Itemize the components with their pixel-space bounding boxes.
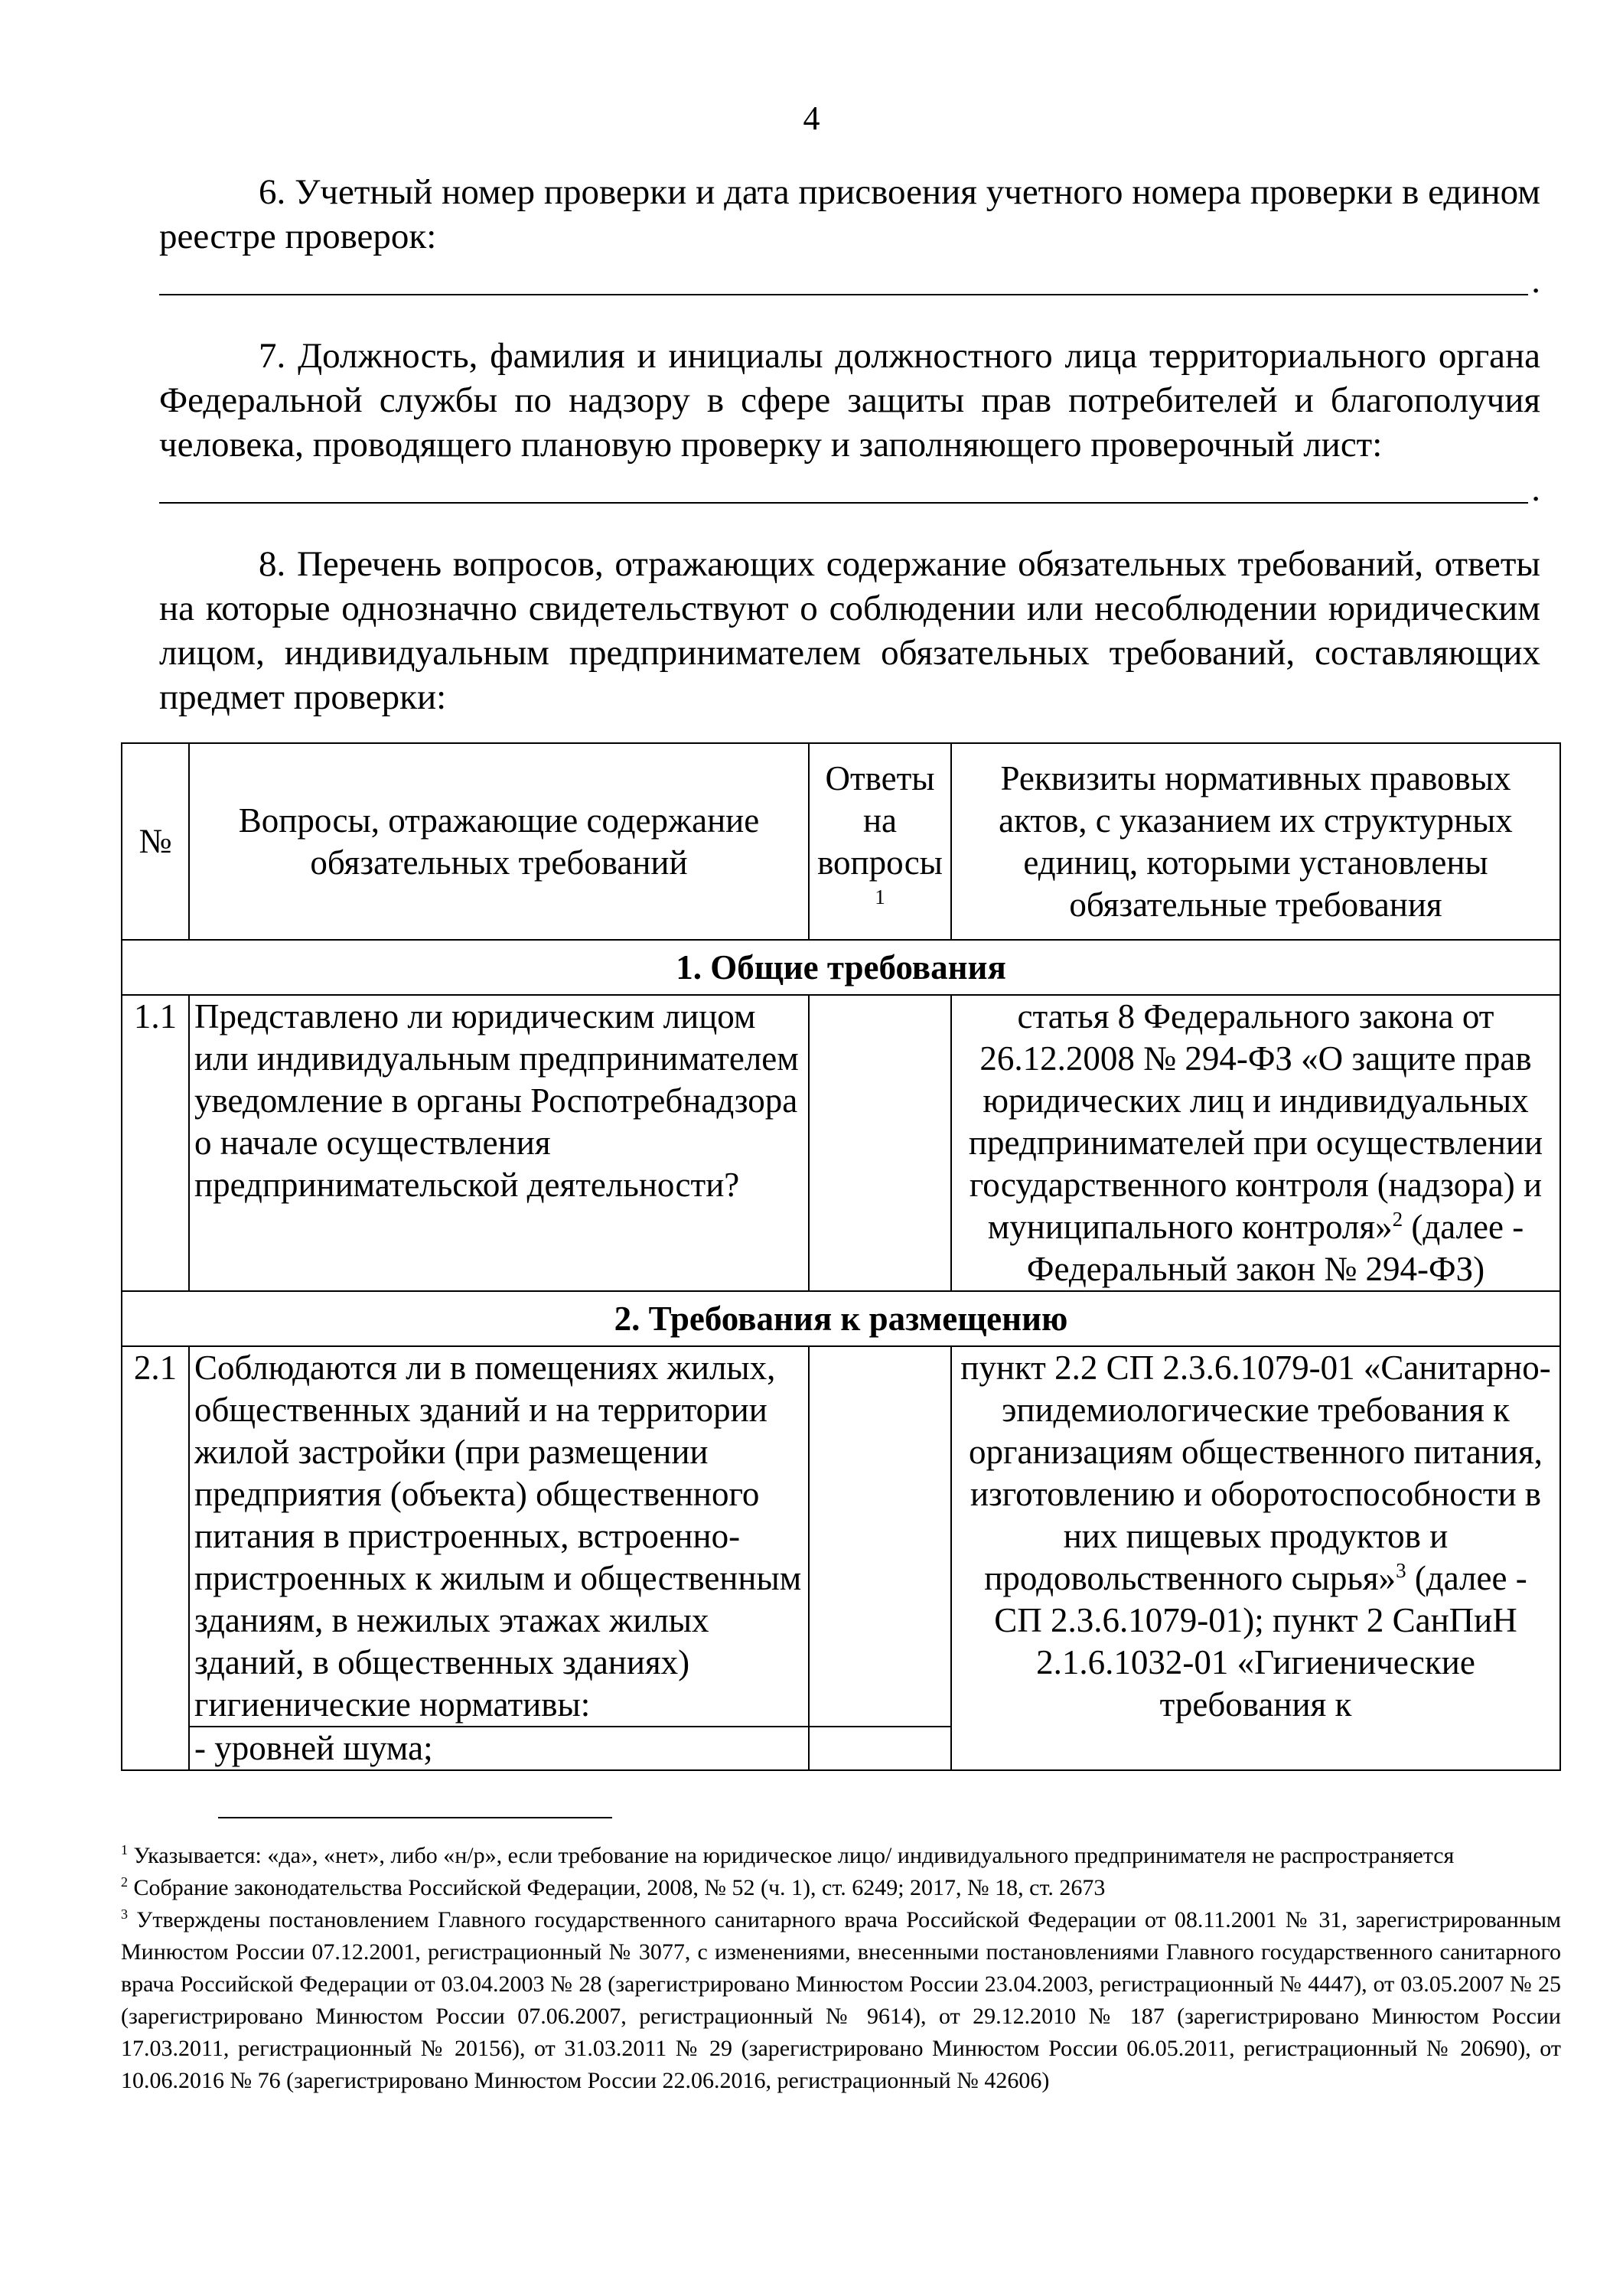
footnote-2 [121, 1872, 1561, 1904]
section-2-title: 2. Требования к размещению [122, 1291, 1560, 1346]
footnote-ref: 2 [1392, 1208, 1403, 1231]
header-answer [809, 743, 951, 940]
answer-cell[interactable] [809, 1346, 951, 1727]
row-question: Соблюдаются ли в помещениях жилых, общественных зданий и на территории жилой застройки (при размещении предприятия (объекта) общественного питания в пристроенных, встроенно-пристроенных к жилым и общественным зданиям, в нежилых этажах жилых зданий, в общественных зданиях) гигиенические нормативы: [189, 1346, 809, 1727]
footnote-separator [218, 1817, 612, 1818]
requirements-table [121, 742, 1561, 1771]
footnote-3 [121, 1904, 1561, 2097]
paragraph-7: 7. Должность, фамилия и инициалы должностного лица территориального органа Федеральной службы по надзору в сфере защиты прав потребителей и благополучия человека, проводящего плановую проверку и заполняющего проверочный лист: [159, 336, 1540, 465]
section-row [122, 940, 1560, 995]
footnote-text: Указывается: «да», «нет», либо «н/р», если требование на юридическое лицо/ индивидуального предпринимателя не распространяется [128, 1843, 1455, 1868]
blank-7 [159, 467, 1540, 511]
page-number: 4 [803, 99, 820, 137]
footnote-text: Собрание законодательства Российской Федерации, 2008, № 52 (ч. 1), ст. 6249; 2017, № 18, ст. 2673 [128, 1875, 1106, 1900]
row-num: 2.1 [122, 1346, 189, 1770]
section-row [122, 1291, 1560, 1346]
section-1-title: 1. Общие требования [122, 940, 1560, 995]
blank-end-7: . [1531, 469, 1540, 509]
ref-text: пункт 2.2 СП 2.3.6.1079-01 «Санитарно-эпидемиологические требования к организациям общественного питания, изготовлению и оборотоспособности в них пищевых продуктов и продовольственного сырья» [960, 1349, 1551, 1597]
blank-line-7[interactable] [159, 502, 1528, 504]
footnote-mark: 2 [121, 1874, 128, 1890]
paragraph-8: 8. Перечень вопросов, отражающих содержание обязательных требований, ответы на которые однозначно свидетельствуют о соблюдении или несоблюдении юридическим лицом, индивидуальным предпринимателем обязательных требований, составляющих предмет проверки: [159, 544, 1540, 717]
blank-line-6[interactable] [159, 294, 1528, 295]
sub-question: - уровней шума; [189, 1727, 809, 1770]
ref-text-cont: (далее - Федеральный закон № 294-ФЗ) [1026, 1208, 1524, 1288]
table-header-row [122, 743, 1560, 940]
row-refs [951, 1346, 1560, 1770]
header-refs: Реквизиты нормативных правовых актов, с указанием их структурных единиц, которыми установлены обязательные требования [951, 743, 1560, 940]
header-num: № [122, 743, 189, 940]
footnote-text: Утверждены постановлением Главного государственного санитарного врача Российской Федерации от 08.11.2001 № 31, зарегистрированным Минюстом России 07.12.2001, регистрационный № 3077, с изменениями, внесенными постановлениями Главного государственного санитарного врача Российской Федерации от 03.04.2003 № 28 (зарегистрировано Минюстом России 23.04.2003, регистрационный № 4447), от 03.05.2007 № 25 (зарегистрировано Минюстом России 07.06.2007, регистрационный № 9614), от 29.12.2010 № 187 (зарегистрировано Минюстом России 17.03.2011, регистрационный № 20156), от 31.03.2011 № 29 (зарегистрировано Минюстом России 06.05.2011, регистрационный № 20690), от 10.06.2016 № 76 (зарегистрировано Минюстом России 22.06.2016, регистрационный № 42606) [121, 1907, 1561, 2093]
blank-end-6: . [1531, 261, 1540, 301]
answer-cell[interactable] [809, 1727, 951, 1770]
ref-text: статья 8 Федерального закона от 26.12.2008 № 294-ФЗ «О защите прав юридических лиц и индивидуальных предпринимателей при осуществлении государственного контроля (надзора) и муниципального контроля» [968, 997, 1543, 1246]
table-row [122, 1346, 1560, 1727]
footnote-mark: 1 [121, 1842, 128, 1857]
header-answer-text: Ответы на вопросы [817, 758, 943, 882]
row-num: 1.1 [122, 995, 189, 1291]
blank-6 [159, 259, 1540, 303]
header-question: Вопросы, отражающие содержание обязательных требований [189, 743, 809, 940]
paragraph-6: 6. Учетный номер проверки и дата присвоения учетного номера проверки в едином реестре проверок: [159, 172, 1540, 256]
footnote-mark: 3 [121, 1906, 128, 1922]
footnote-1 [121, 1840, 1561, 1872]
footnote-ref: 3 [1396, 1559, 1406, 1582]
footnote-ref: 1 [875, 885, 885, 908]
ref-text-cont: (далее - СП 2.3.6.1079-01); пункт 2 СанПиН 2.1.6.1032-01 «Гигиенические требования к [994, 1559, 1527, 1724]
row-refs [951, 995, 1560, 1291]
row-question: Представлено ли юридическим лицом или индивидуальным предпринимателем уведомление в органы Роспотребнадзора о начале осуществления предпринимательской деятельности? [189, 995, 809, 1291]
table-row [122, 995, 1560, 1291]
answer-cell[interactable] [809, 995, 951, 1291]
